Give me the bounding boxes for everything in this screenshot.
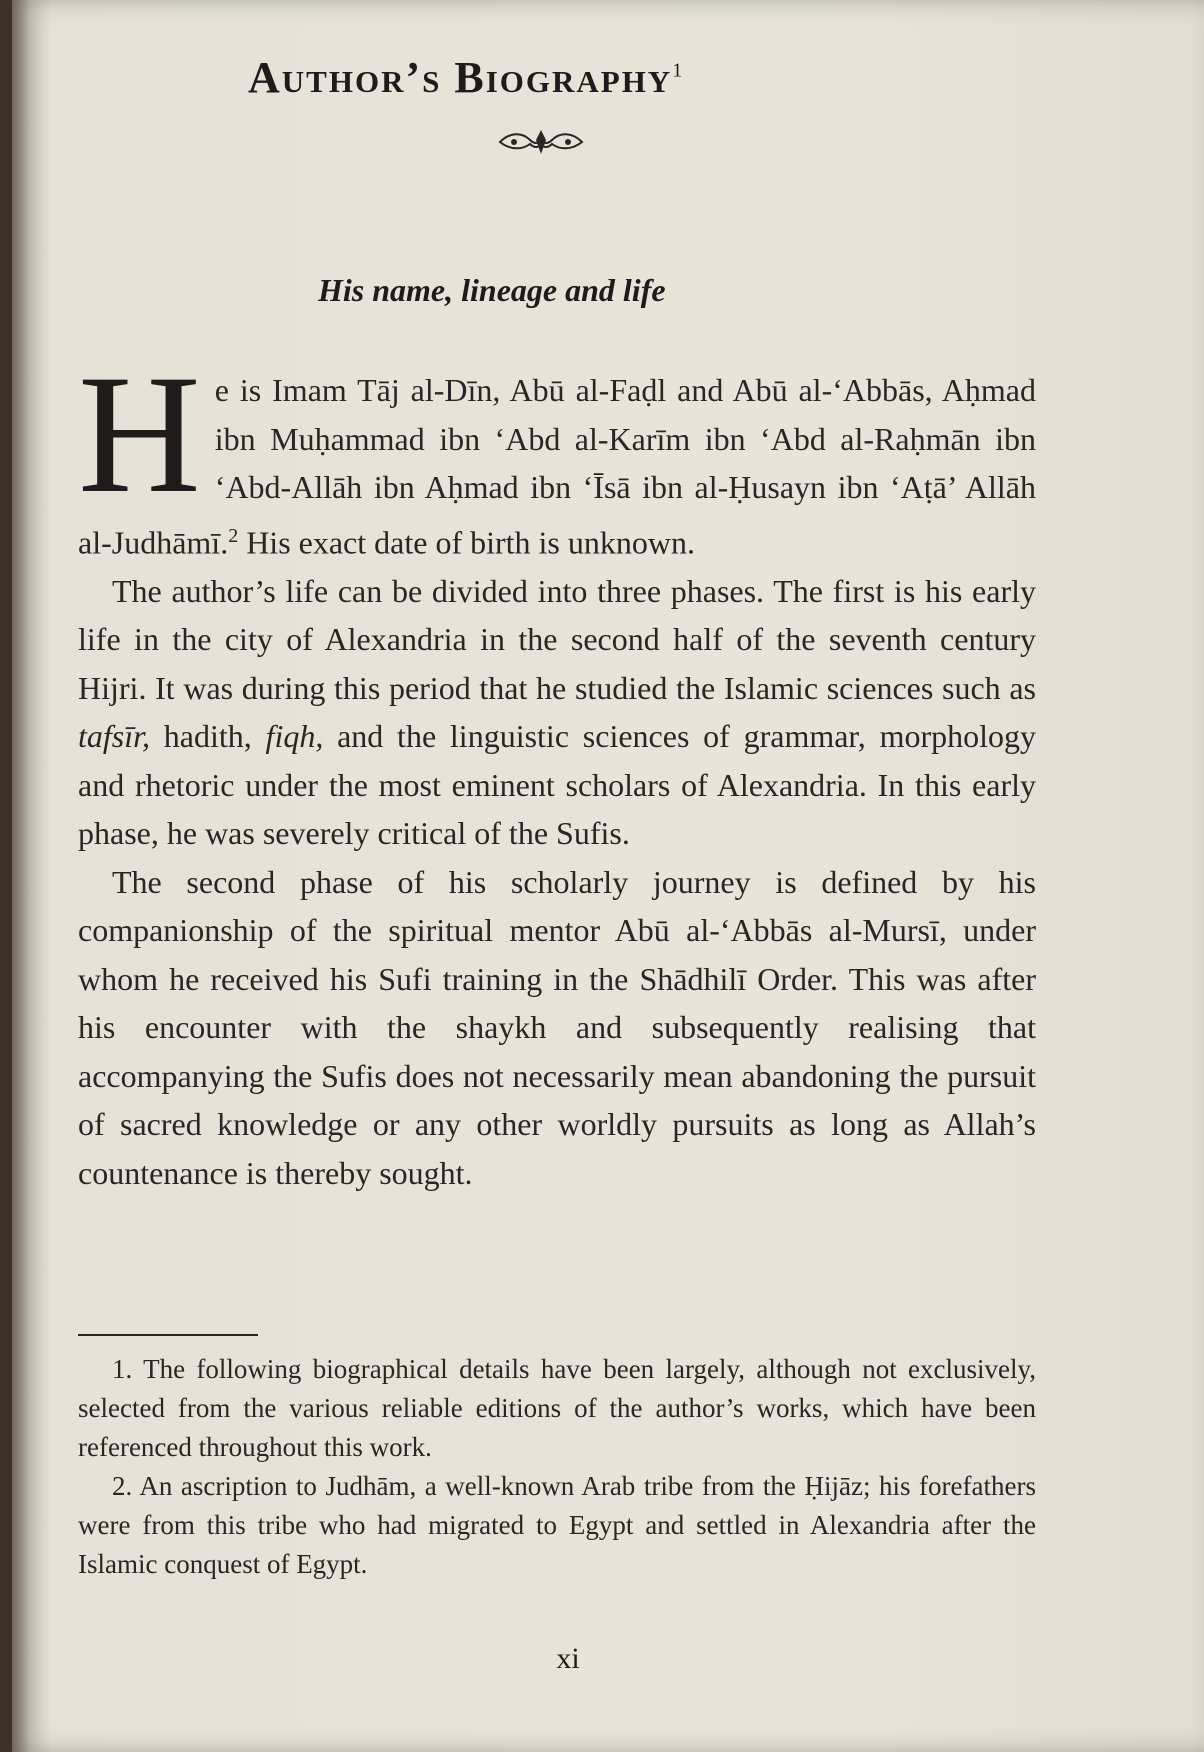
footnote-text: The following biographical details have been largely, although not exclusively, selected from the various reliable editions of the author’s works, which have been referenced throughout this work. [78,1354,1036,1462]
drop-cap: H [78,340,201,528]
italic-term-fiqh: fiqh, [265,718,324,755]
footnote-2 [78,1467,1036,1584]
heading-footnote-ref: 1 [672,59,683,82]
paragraph-text: hadith, [150,718,266,755]
footnote-number: 1. [112,1354,133,1384]
paragraph-text: and the linguistic sciences of grammar, morphology and rhetoric under the most eminent scholars of Alexandria. In this early phase, he was severely critical of the Sufis. [78,718,1037,852]
footnotes [78,1350,1036,1584]
footnote-number: 2. [112,1471,133,1501]
book-page [12,0,1204,1752]
paragraph-first-phase [78,567,1036,858]
footnote-divider [78,1334,258,1336]
paragraph-text: His exact date of birth is unknown. [238,524,695,561]
paragraph-second-phase: The second phase of his scholarly journey is defined by his companionship of the spiritual mentor Abū al-‘Abbās al-Mursī, under whom he received his Sufi training in the Shādhilī Order. This was after his encounter with the shaykh and subsequently realising that accompanying the Sufis does not necessarily mean abandoning the pursuit of sacred knowledge or any other worldly pursuits as long as Allah’s countenance is thereby sought. [78,863,1036,1191]
fleuron-ornament-icon [496,122,586,162]
chapter-heading [248,52,868,103]
chapter-title: Author’s Biography [248,53,673,102]
paragraph-text: The author’s life can be divided into three phases. The first is his early life in the city of Alexandria in the second half of the seventh century Hijri. It was during this period that he studied the Islamic sciences such as [78,572,1036,706]
footnote-text: An ascription to Judhām, a well-known Arab tribe from the Ḥijāz; his forefathers were from this tribe who had migrated to Egypt and settled in Alexandria after the Islamic conquest of Egypt. [78,1471,1036,1579]
paragraph-name-lineage [78,340,1036,567]
footnote-1 [78,1350,1036,1467]
section-subtitle: His name, lineage and life [318,272,666,308]
footnote-ref: 2 [228,524,239,547]
paragraph-text: e is Imam Tāj al-Dīn, Abū al-Faḍl and Abū al-‘Abbās, Aḥmad ibn Muḥammad ibn ‘Abd al-Karīm ibn ‘Abd al-Raḥmān ibn ‘Abd-Allāh ibn Aḥmad ibn ‘Īsā ibn al-Ḥusayn ibn ‘Aṭā’ Allāh al-Judhāmī. [78,372,1036,561]
italic-term-tafsir: tafsīr, [78,718,151,755]
page-number: xi [556,1642,580,1675]
body-text [78,340,1037,1197]
